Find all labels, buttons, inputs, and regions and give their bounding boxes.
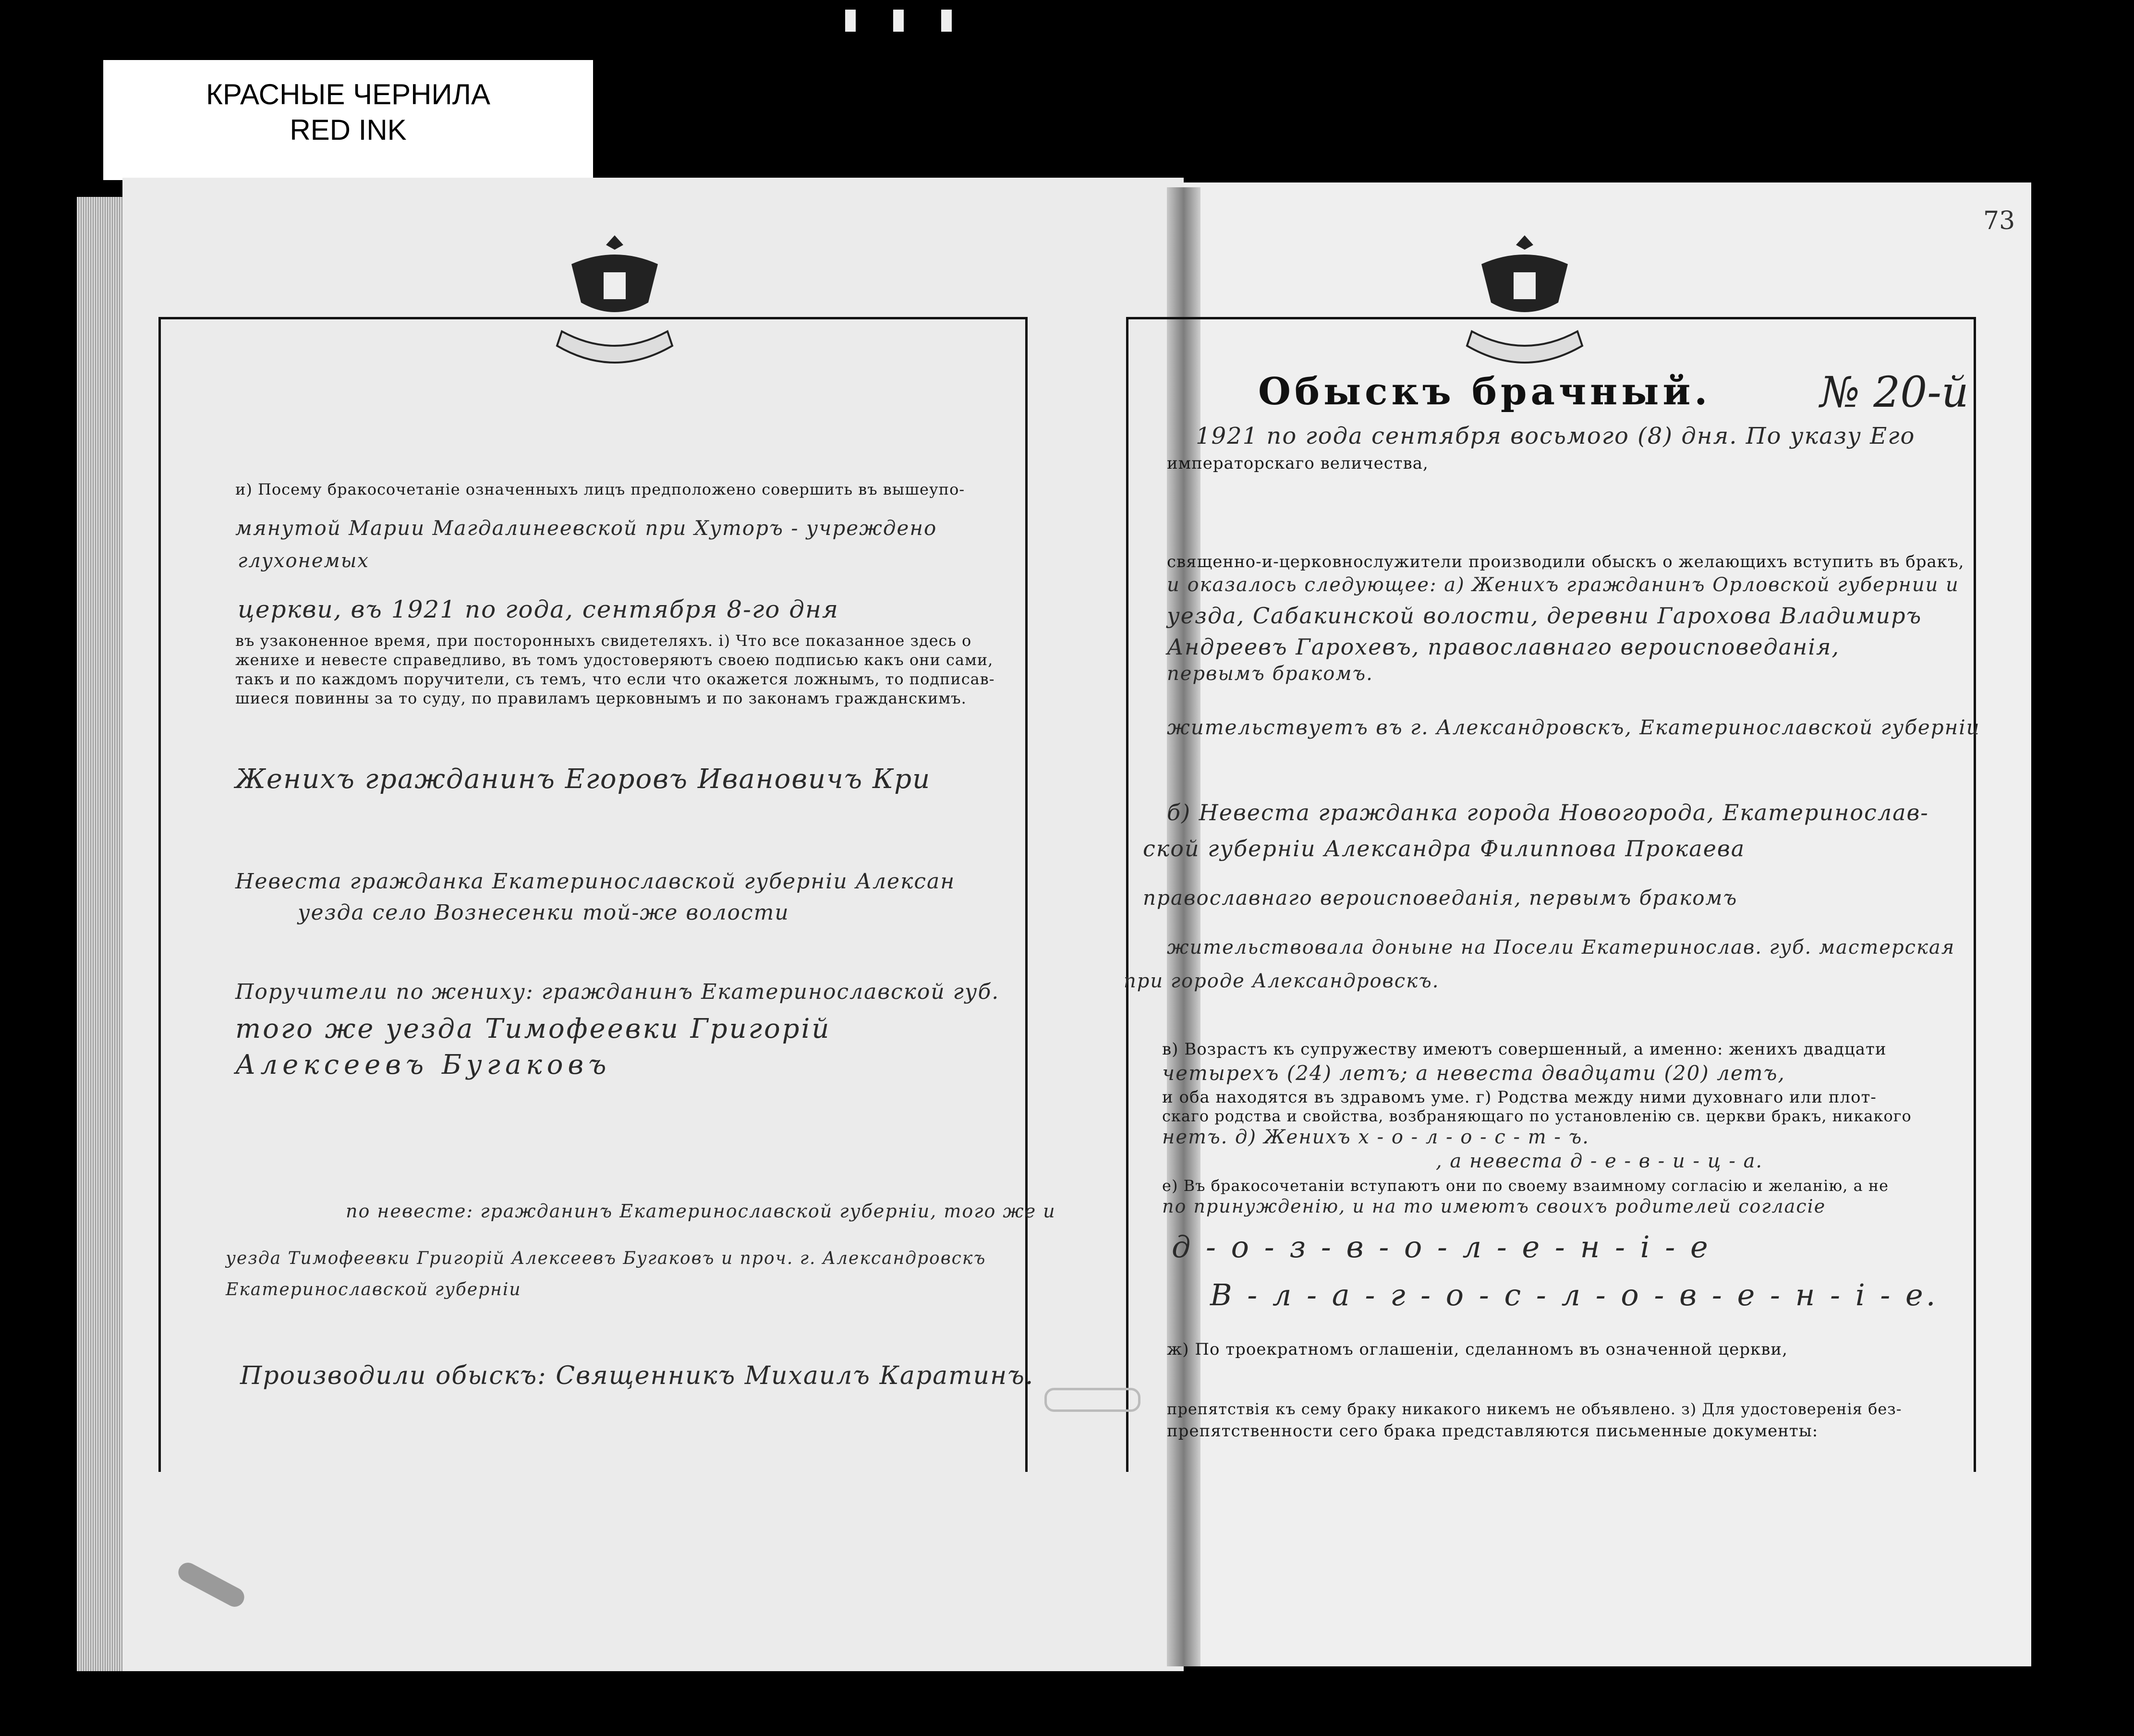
- record-title: Обыскъ брачный.: [1258, 370, 1711, 413]
- r-p18: е) Въ бракосочетаніи вступаютъ они по своему взаимному согласію и желанію, а не: [1162, 1177, 1889, 1195]
- r-p15: скаго родства и свойства, возбраняющаго по установленію св. церкви бракъ, никакого: [1162, 1107, 1912, 1125]
- l-p15: по невесте: гражданинъ Екатеринославской губерніи, того же и: [346, 1201, 1056, 1222]
- r-p9: православнаго вероисповеданія, первымъ бракомъ: [1143, 886, 1738, 910]
- r-p3: уезда, Сабакинской волости, деревни Гарохова Владимиръ: [1167, 603, 1922, 629]
- r-p6: жительствуетъ въ г. Александровскъ, Екатеринославской губерніи: [1167, 716, 1980, 739]
- l-p13: того же уезда Тимофеевки Григорій: [235, 1013, 831, 1044]
- l-p7: такъ и по каждомъ поручители, съ темъ, что если что окажется ложнымъ, то подписав-: [235, 670, 995, 688]
- l-p8: шиеся повинны за то суду, по правиламъ церковнымъ и по законамъ гражданскимъ.: [235, 689, 967, 707]
- label-russian: КРАСНЫЕ ЧЕРНИЛА: [206, 78, 490, 110]
- r-p14: и оба находятся въ здравомъ уме. г) Родства между ними духовнаго или плот-: [1162, 1088, 1877, 1107]
- r-p17: , а невеста д - е - в - и - ц - а.: [1436, 1150, 1763, 1172]
- imperial-eagle-emblem-icon: [1462, 226, 1587, 370]
- r-p24: препятственности сего брака представляются письменные документы:: [1167, 1421, 1819, 1441]
- l-p9: Женихъ гражданинъ Егоровъ Ивановичъ Кри: [235, 764, 931, 795]
- date-line-2: императорскаго величества,: [1167, 454, 1429, 473]
- r-p16: нетъ. д) Женихъ х - о - л - о - с - т - ъ.: [1162, 1126, 1589, 1148]
- r-p1: священно-и-церковнослужители производили обыскъ о желающихъ вступить въ бракъ,: [1167, 552, 1964, 571]
- l-p2: мянутой Марии Магдалинеевской при Хуторъ - учреждено: [235, 516, 937, 540]
- imperial-eagle-emblem-icon: [552, 226, 677, 370]
- r-p2: и оказалось следующее: а) Женихъ гражданинъ Орловской губернии и: [1167, 574, 1959, 596]
- date-line: 1921 по года сентября восьмого (8) дня. По указу Его: [1196, 423, 1916, 449]
- l-p16: уезда Тимофеевки Григорій Алексеевъ Бугаковъ и проч. г. Александровскъ: [226, 1249, 986, 1268]
- l-p17: Екатеринославской губерніи: [226, 1280, 521, 1299]
- r-p7: б) Невеста гражданка города Новогорода, Екатеринослав-: [1167, 800, 1929, 826]
- l-p1: и) Посему бракосочетаніе означенныхъ лицъ предположено совершить въ вышеупо-: [235, 480, 965, 498]
- l-p14: Алексеевъ Бугаковъ: [235, 1049, 611, 1080]
- l-p3: глухонемых: [238, 550, 369, 572]
- r-p4: Андреевъ Гарохевъ, православнаго вероисповеданія,: [1167, 634, 1840, 660]
- l-p4: церкви, въ 1921 по года, сентября 8-го дня: [238, 595, 839, 623]
- l-p10: Невеста гражданка Екатеринославской губерніи Алексан: [235, 869, 956, 894]
- r-p20: д - о - з - в - о - л - е - н - і - е: [1172, 1229, 1711, 1264]
- page-number: 73: [1983, 206, 2015, 235]
- l-p6: женихе и невесте справедливо, въ томъ удостоверяютъ своею подписью какъ они сами,: [235, 651, 994, 669]
- r-p12: в) Возрастъ къ супружеству имеютъ совершенный, а именно: женихъ двадцати: [1162, 1040, 1887, 1059]
- r-p10: жительствовала доныне на Посели Екатеринослав. губ. мастерская: [1167, 936, 1955, 959]
- r-p19: по принужденію, и на то имеютъ своихъ родителей согласіе: [1162, 1196, 1826, 1217]
- r-p11: при городе Александровскъ.: [1124, 970, 1440, 992]
- record-number: № 20-й: [1820, 367, 1969, 417]
- r-p8: ской губерніи Александра Филиппова Прокаева: [1143, 836, 1746, 862]
- l-p12: Поручители по жениху: гражданинъ Екатеринославской губ.: [235, 980, 1000, 1004]
- r-p5: первымъ бракомъ.: [1167, 663, 1373, 685]
- red-ink-label: [103, 60, 593, 180]
- r-p13: четырехъ (24) летъ; а невеста двадцати (20) летъ,: [1162, 1061, 1785, 1085]
- r-p22: ж) По троекратномъ оглашеніи, сделанномъ въ означенной церкви,: [1167, 1340, 1788, 1359]
- l-p5: въ узаконенное время, при посторонныхъ свидетеляхъ. і) Что все показанное здесь о: [235, 631, 972, 650]
- r-p23: препятствія къ сему браку никакого никемъ не объявлено. з) Для удостоверенія без-: [1167, 1400, 1902, 1418]
- l-p18: Производили обыскъ: Священникъ Михаилъ Каратинъ.: [240, 1361, 1034, 1390]
- r-p21: В - л - а - г - о - с - л - о - в - е - н - і - е.: [1210, 1277, 1939, 1312]
- binding-string: [1044, 1388, 1140, 1412]
- l-p11: уезда село Вознесенки той-же волости: [298, 900, 789, 925]
- top-edge-marks: [845, 10, 980, 38]
- label-english: RED INK: [290, 114, 407, 146]
